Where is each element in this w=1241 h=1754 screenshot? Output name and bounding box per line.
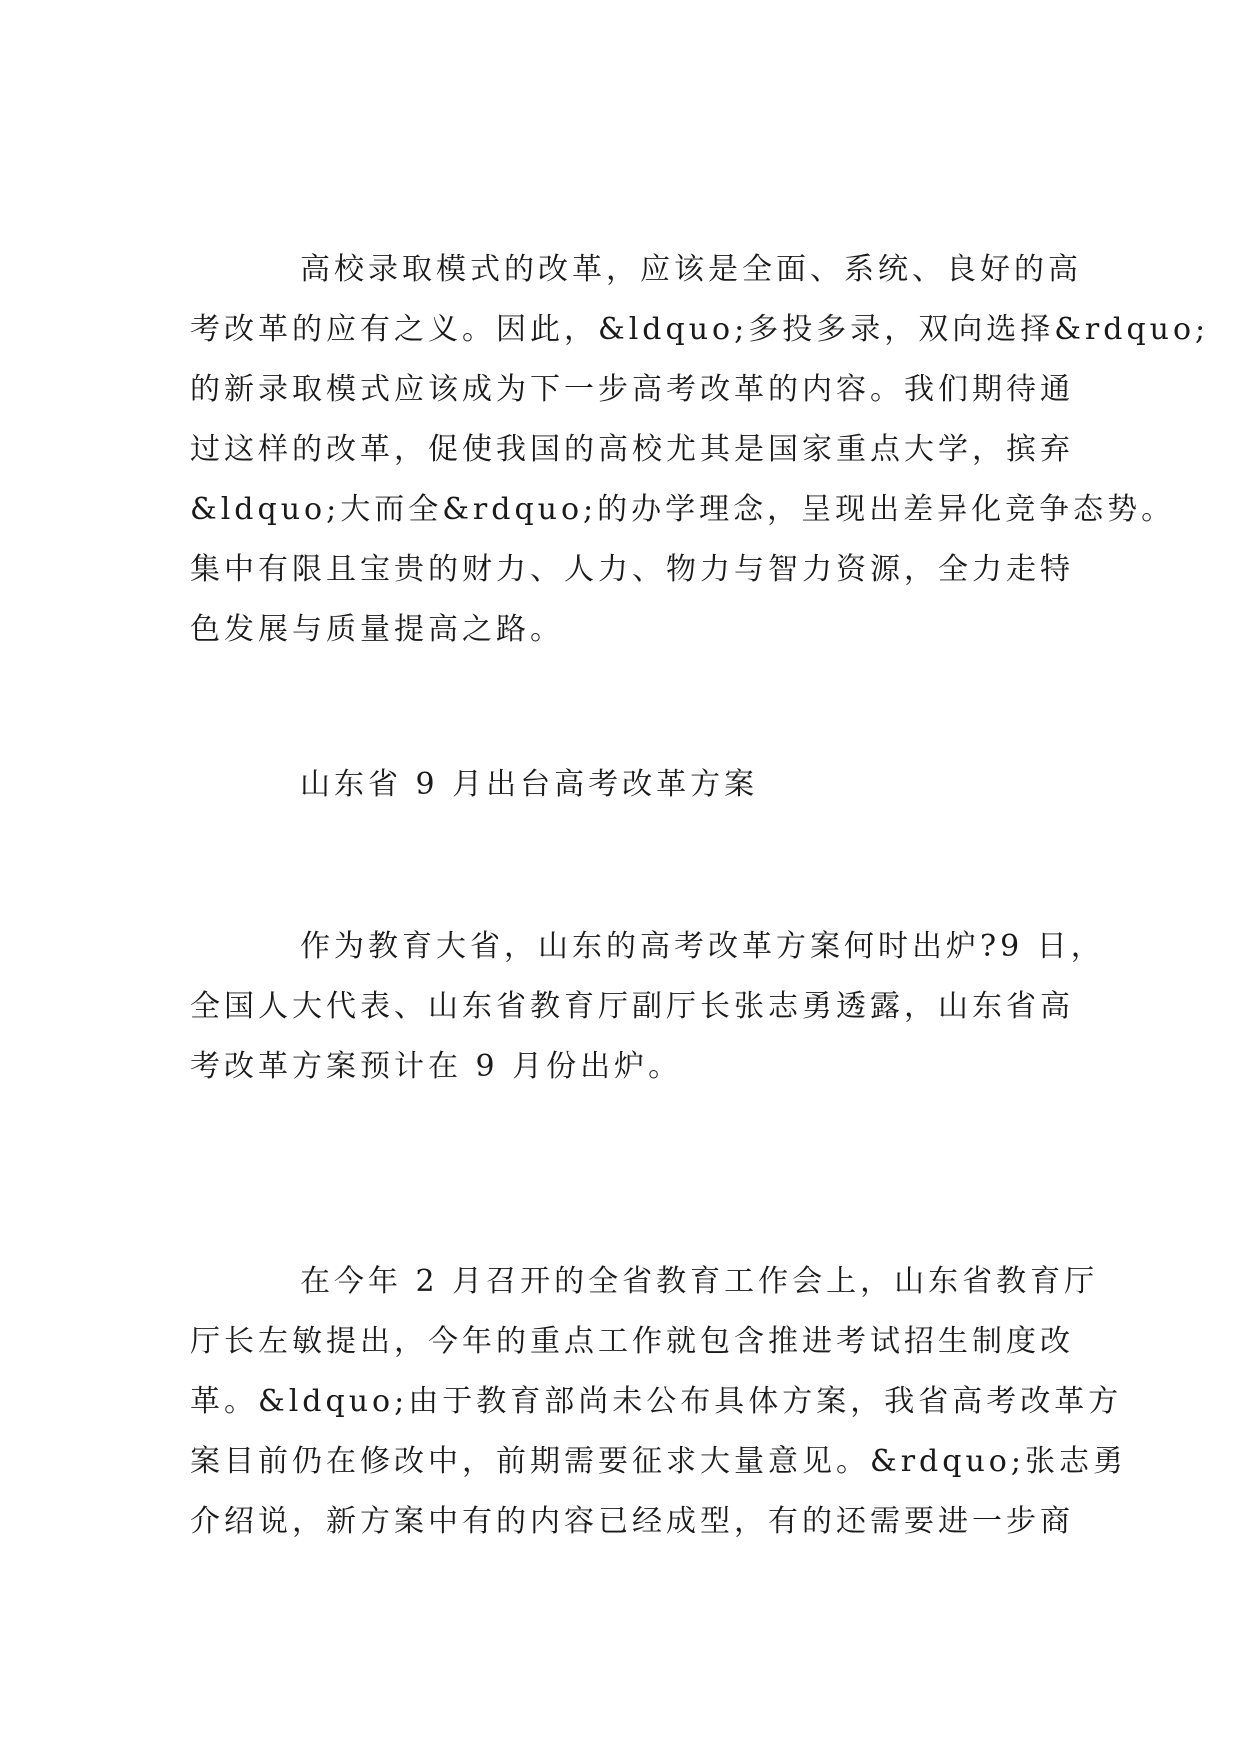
text-line: 介绍说，新方案中有的内容已经成型，有的还需要进一步商 <box>190 1504 1074 1539</box>
text-line: 过这样的改革，促使我国的高校尤其是国家重点大学，摈弃 <box>190 432 1074 467</box>
text-line: 在今年 2 月召开的全省教育工作会上，山东省教育厅 <box>300 1264 1099 1299</box>
text-line: 考改革的应有之义。因此，&ldquo;多投多录，双向选择&rdquo; <box>190 312 1210 347</box>
text-line: 案目前仍在修改中，前期需要征求大量意见。&rdquo;张志勇 <box>190 1444 1127 1479</box>
section-heading: 山东省 9 月出台高考改革方案 <box>300 767 759 802</box>
text-line: 厅长左敏提出，今年的重点工作就包含推进考试招生制度改 <box>190 1324 1074 1359</box>
text-line: 色发展与质量提高之路。 <box>190 612 564 647</box>
text-line: &ldquo;大而全&rdquo;的办学理念，呈现出差异化竞争态势。 <box>190 492 1176 527</box>
text-line: 高校录取模式的改革，应该是全面、系统、良好的高 <box>300 252 1082 287</box>
text-line: 集中有限且宝贵的财力、人力、物力与智力资源，全力走特 <box>190 552 1074 587</box>
text-line: 革。&ldquo;由于教育部尚未公布具体方案，我省高考改革方 <box>190 1384 1123 1419</box>
text-line: 考改革方案预计在 9 月份出炉。 <box>190 1049 683 1084</box>
text-line: 全国人大代表、山东省教育厅副厅长张志勇透露，山东省高 <box>190 989 1074 1024</box>
text-line: 作为教育大省，山东的高考改革方案何时出炉?9 日， <box>300 929 1105 964</box>
text-line: 的新录取模式应该成为下一步高考改革的内容。我们期待通 <box>190 372 1074 407</box>
